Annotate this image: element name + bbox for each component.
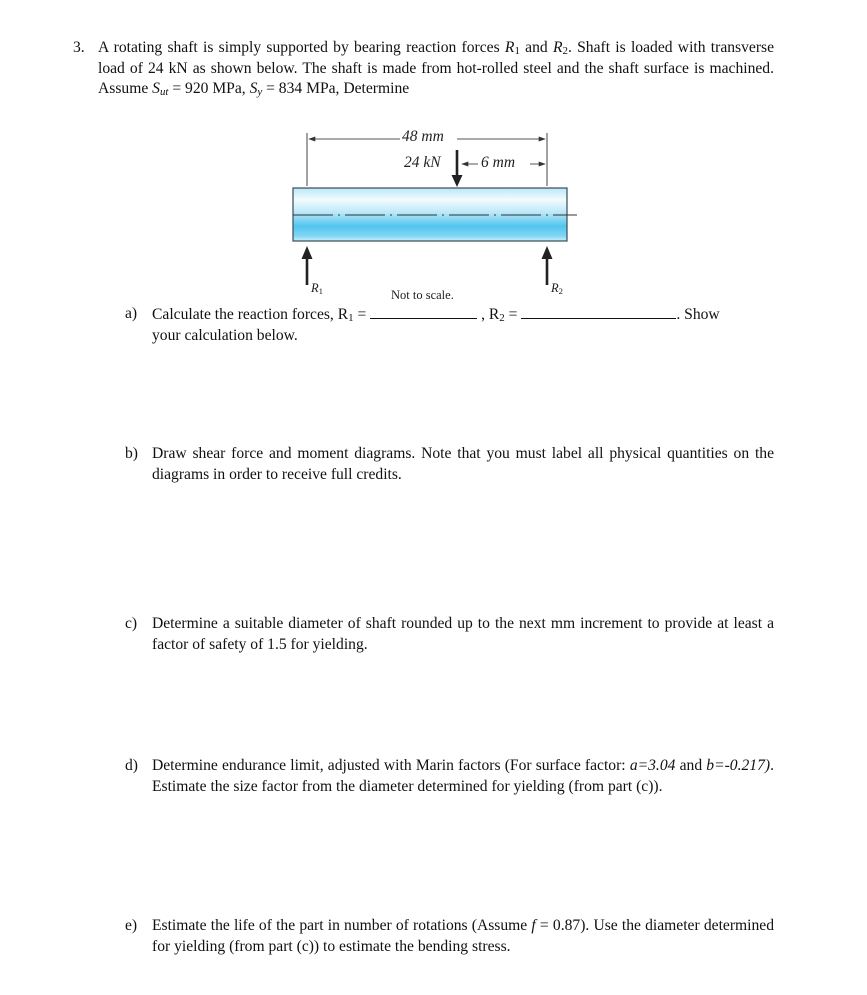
not-to-scale-note: Not to scale. (391, 288, 454, 302)
part-c: c) Determine a suitable diameter of shaft rounded up to the next mm increment to provide at least a factor of safety of 1.5 for yielding. (125, 615, 774, 653)
r1-answer-blank[interactable] (370, 304, 477, 319)
part-e: e) Estimate the life of the part in number of rotations (Assume f = 0.87). Use the diameter determined for yielding (from part (c)) to estimate the bending stress. (125, 917, 774, 955)
r2-reaction-arrow-icon (542, 246, 553, 285)
part-a: a) Calculate the reaction forces, $R_1$ = , $R_2$ = . Show your calculation below. (125, 305, 720, 344)
r2-answer-blank[interactable] (521, 304, 676, 319)
dimension-6mm-label: 6 mm (481, 154, 516, 171)
shaft-body (293, 188, 567, 241)
part-d-label: d) (125, 757, 138, 774)
part-b: b) Draw shear force and moment diagrams. Note that you must label all physical quantities on the diagrams in order to receive full credits. (125, 445, 774, 483)
part-b-label: b) (125, 445, 138, 462)
part-a-label: a) (125, 305, 138, 322)
r2-label: $R_2$ (551, 281, 564, 296)
dimension-48mm-label: 48 mm (402, 128, 444, 145)
question-3-intro: 3. A rotating shaft is simply supported by bearing reaction forces $R_1$ and $R_2$. Shaft is loaded with transverse load of 24 kN as shown below. The shaft is made from hot-rolled steel and the shaft surface is machined. Assume $S_{ut} = 920$ MPa, $S_y = 834$ MPa, Determine (73, 39, 775, 98)
load-24kn-label: 24 kN (404, 154, 441, 171)
load-arrow-icon (452, 150, 463, 187)
part-d: d) Determine endurance limit, adjusted with Marin factors (For surface factor: a=3.04 and b=-0.217). Estimate the size factor from the diameter determined for yielding (from part (c)). (125, 757, 774, 795)
part-e-label: e) (125, 917, 138, 934)
r1-label: $R_1$ (311, 281, 324, 296)
part-c-label: c) (125, 615, 138, 632)
question-number: 3. (73, 39, 85, 56)
r1-reaction-arrow-icon (302, 246, 313, 285)
